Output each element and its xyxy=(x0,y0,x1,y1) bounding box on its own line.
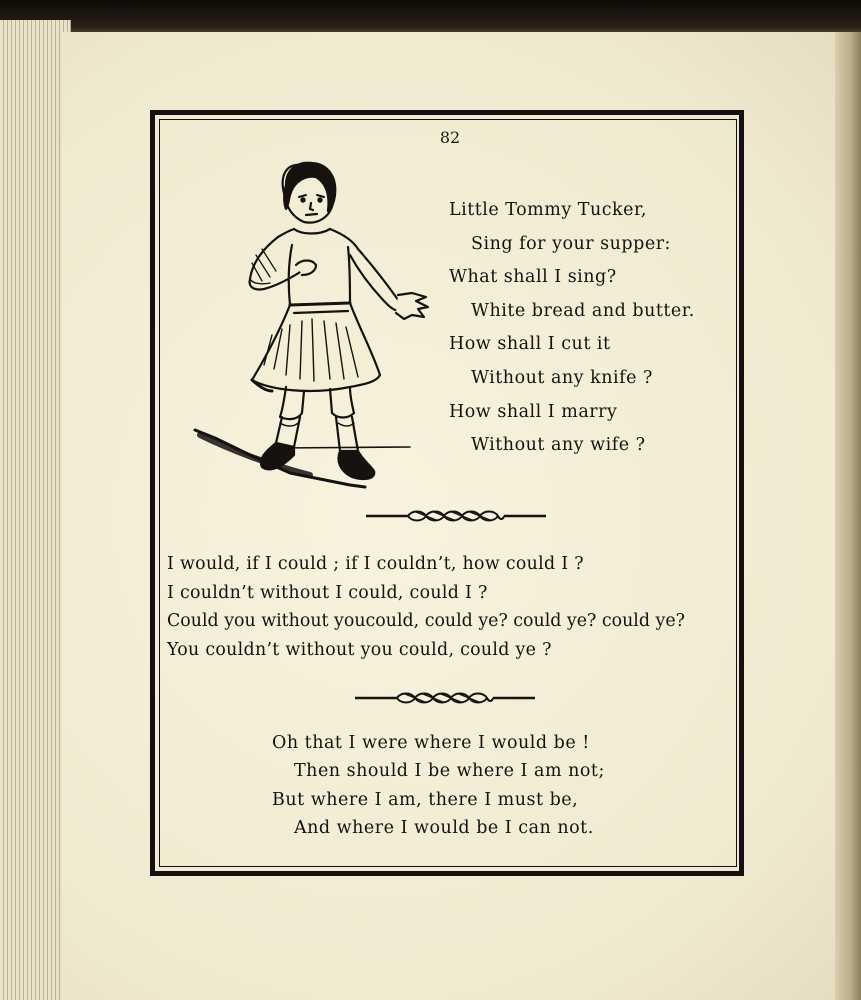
poem-line: How shall I cut it xyxy=(449,334,611,355)
poem-line: You couldn’t without you could, could ye ? xyxy=(167,639,552,660)
poem-line: I would, if I could ; if I couldn’t, how could I ? xyxy=(167,554,584,574)
book-gutter xyxy=(835,32,861,1000)
poem-line: Oh that I were where I would be ! xyxy=(272,733,590,753)
poem-line: Little Tommy Tucker, xyxy=(449,200,647,220)
poem-little-tommy-tucker xyxy=(449,194,734,463)
divider-ornament xyxy=(355,691,535,705)
page-number: 82 xyxy=(439,128,461,147)
poem-oh-that-i-were xyxy=(272,729,672,843)
poem-line: Without any wife ? xyxy=(471,435,646,456)
poem-line: White bread and butter. xyxy=(471,300,695,321)
poem-line: Then should I be where I am not; xyxy=(294,761,605,782)
poem-line: Sing for your supper: xyxy=(471,233,671,254)
poem-i-would-if-i-could xyxy=(167,550,735,664)
poem-line: Without any knife ? xyxy=(471,367,653,388)
divider-ornament xyxy=(366,509,546,523)
poem-line: But where I am, there I must be, xyxy=(272,789,579,810)
child-figure-icon xyxy=(190,155,440,495)
poem-line: How shall I marry xyxy=(449,401,618,422)
poem-line: And where I would be I can not. xyxy=(294,818,594,839)
poem-line: What shall I sing? xyxy=(449,267,617,288)
poem-line: I couldn’t without I could, could I ? xyxy=(167,582,488,603)
poem-line: Could you without youcould, could ye? could ye? could ye? xyxy=(167,611,685,632)
page-edges xyxy=(0,20,71,1000)
